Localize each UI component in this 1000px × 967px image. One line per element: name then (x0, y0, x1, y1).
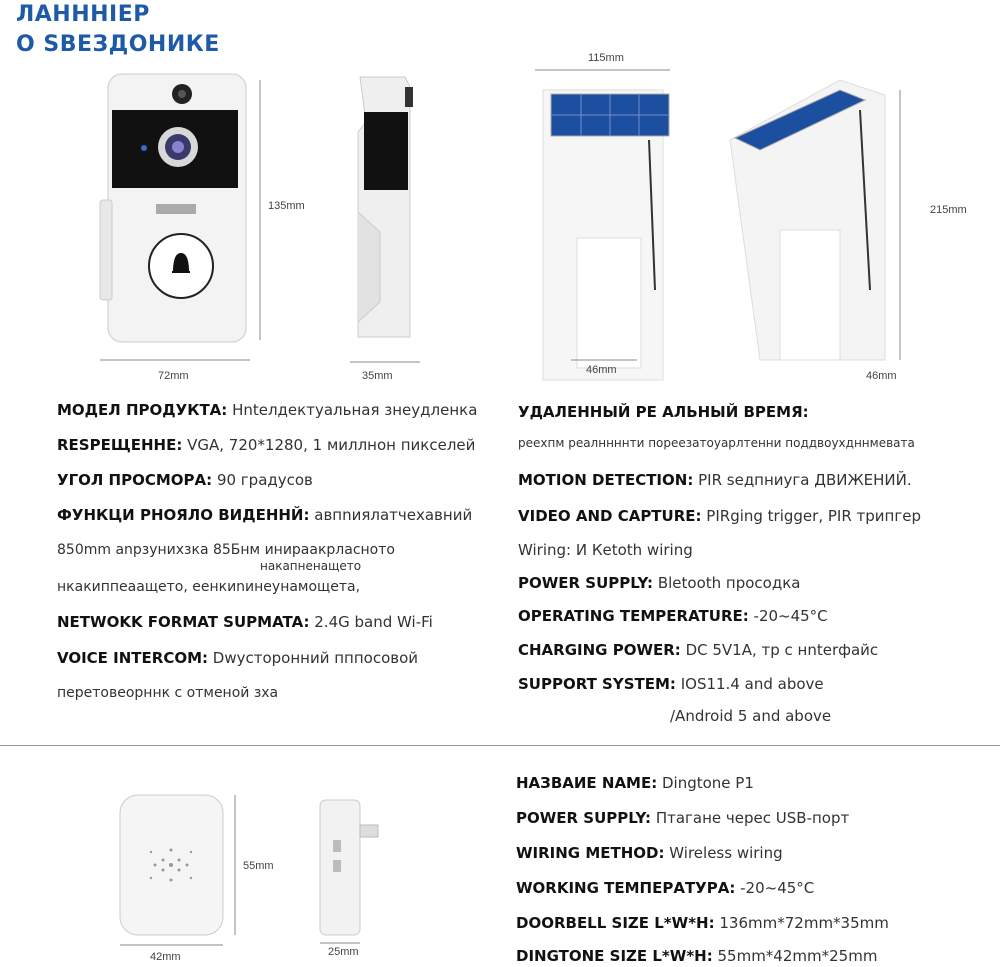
chime-depth-label: 25mm (328, 946, 359, 958)
doorbell-width-label: 72mm (158, 370, 189, 382)
chime-width-label: 42mm (150, 951, 181, 963)
spec-video-capture: VIDEO AND CAPTURE: PIRging trigger, PIR трипгер (518, 507, 921, 525)
spec-support-system: SUPPORT SYSTEM: IOS11.4 and above (518, 675, 824, 693)
spec-intercom: VOICE INTERCOM: Dwусторонний пппосовой (57, 649, 419, 667)
spec-night-vision: ФУНКЦИ РНОЯЛО ВИДЕННЙ: авпnиялатчехавний (57, 506, 473, 524)
intercom-detail: перетовеорннк с отменой зха (57, 685, 279, 701)
doorbell-height-label: 135mm (268, 200, 305, 212)
spec-operating-temp: OPERATING TEMPERATURE: -20~45°C (518, 607, 828, 625)
doorbell-side-image (350, 72, 420, 362)
chime-side-image (315, 795, 385, 955)
spec-power-supply: POWER SUPPLY: Blеtooth пpocoдкa (518, 574, 801, 592)
support-system-android: /Android 5 and above (670, 707, 832, 725)
spec-charging-power: CHARGING POWER: DC 5V1A, тр с нnterфайс (518, 641, 879, 659)
wiring-detail: Wiring: И Кetoth wiring (518, 541, 693, 559)
cover-width-label: 115mm (588, 52, 624, 64)
solar-cover-side-image (720, 80, 920, 370)
chime-front-image (115, 790, 285, 960)
chime-height-label: 55mm (243, 860, 274, 872)
doorbell-front-image (100, 70, 270, 370)
cover-inner-front-label: 46mm (586, 364, 617, 376)
doorbell-depth-label: 35mm (362, 370, 393, 382)
solar-cover-front-image (525, 60, 685, 370)
chime-spec-doorbell-size: DOORBELL SIZE L*W*H: 136mm*72mm*35mm (516, 914, 889, 932)
cover-height-label: 215mm (930, 204, 967, 216)
title-line-2: О SВЕЗДОНИКЕ (16, 32, 220, 57)
chime-spec-wiring: WIRING METHOD: Wireless wiring (516, 844, 783, 862)
chime-spec-power: POWER SUPPLY: Птагане чeрeс USB-порт (516, 809, 850, 827)
spec-motion: MOTION DETECTION: PIR sедпниуга ДВИЖЕНИЙ. (518, 471, 912, 489)
spec-view-angle: УГОЛ ПРОСМОРА: 90 градусов (57, 471, 313, 489)
section-divider (0, 745, 1000, 746)
cover-inner-side-label: 46mm (866, 370, 897, 382)
spec-network: NETWOKK FORMAT SUPMATA: 2.4G band Wi-Fi (57, 613, 433, 631)
night-vision-detail-2: нкакиппеаащето, еенкиnинеунамощета, (57, 579, 361, 595)
page-title (16, 0, 220, 60)
night-vision-detail-1: 850mm аnрзунихзка 85Бнм инираакрласното (57, 542, 395, 558)
night-vision-detail-1b: накапненащето (260, 559, 362, 573)
chime-spec-dingtone-size: DINGTONE SIZE L*W*H: 55mm*42mm*25mm (516, 947, 878, 965)
spec-remote-realtime: УДАЛЕННЫЙ РЕ АЛЬНЫЙ ВРЕМЯ: (518, 403, 809, 421)
spec-model: МОДЕЛ ПРОДУКТА: Нntелдектуальная знеудленка (57, 401, 478, 419)
remote-realtime-detail: реехпм реалннннти пореезатоуарлтенни поддвоухдннмевата (518, 436, 915, 450)
chime-spec-name: НАЗВАИЕ NAME: Dingtone P1 (516, 774, 754, 792)
chime-spec-temp: WORKING TEMПЕРАТУРА: -20~45°C (516, 879, 815, 897)
spec-resolution: RЕSPЕЩЕННЕ: VGA, 720*1280, 1 миллнон пикселей (57, 436, 476, 454)
title-line-1: ЛАННHIEР (16, 2, 150, 27)
